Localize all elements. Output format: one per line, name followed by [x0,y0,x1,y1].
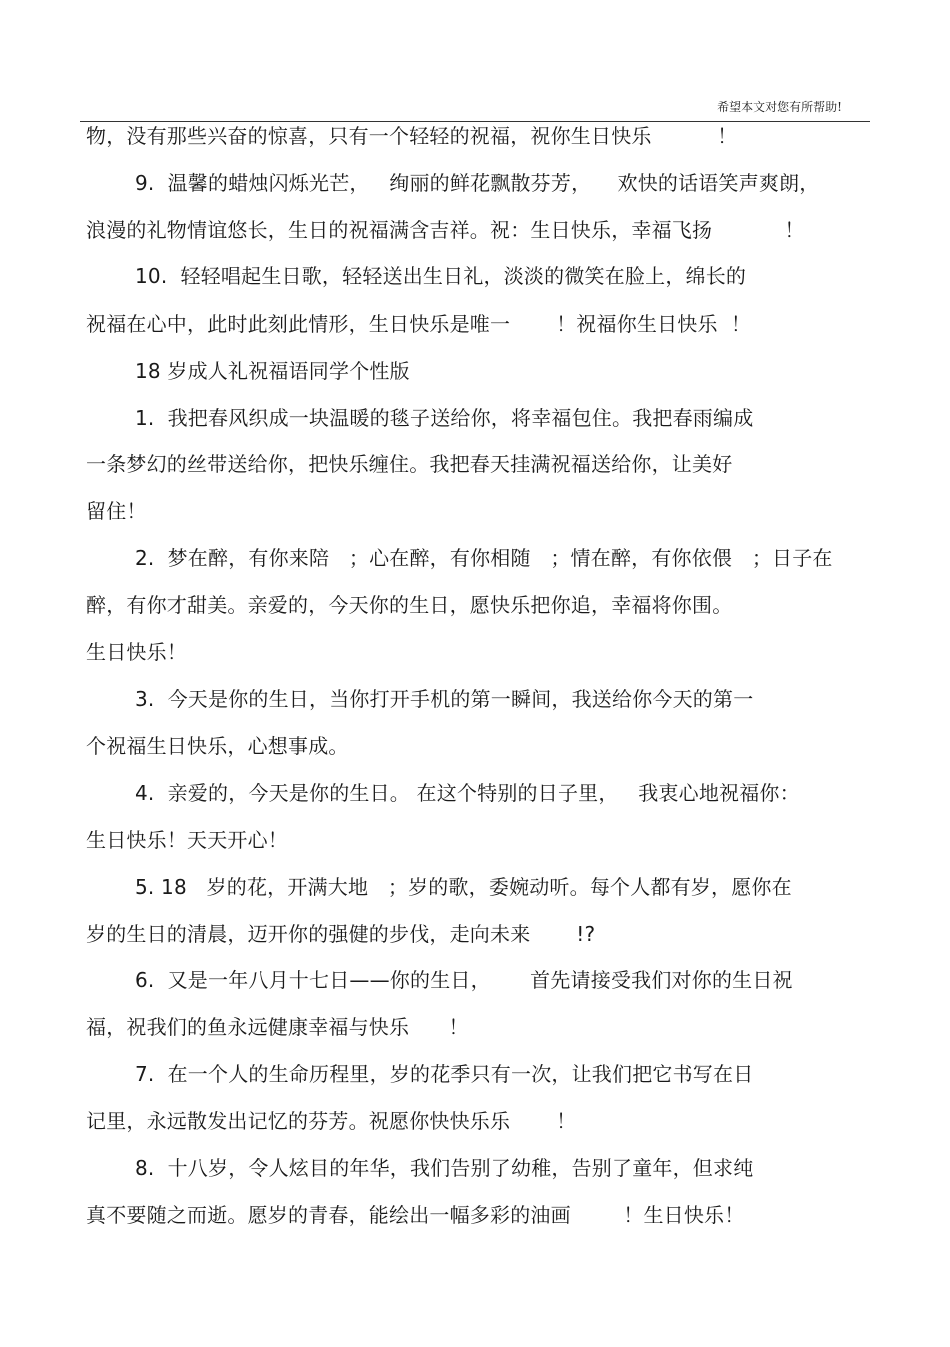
text-line: 福，祝我们的鱼永远健康幸福与快乐 ！ [86,1015,469,1039]
text-line: 9. 温馨的蜡烛闪烁光芒， 绚丽的鲜花飘散芬芳， 欢快的话语笑声爽朗， [135,171,820,195]
text-line: 一条梦幻的丝带送给你，把快乐缠住。我把春天挂满祝福送给你，让美好 [86,452,733,476]
text-line: 留住！ [86,499,147,523]
text-line: 生日快乐！天天开心！ [86,828,288,852]
text-line: 醉，有你才甜美。亲爱的，今天你的生日，愿快乐把你追，幸福将你围。 [86,593,733,617]
text-line: 10. 轻轻唱起生日歌，轻轻送出生日礼，淡淡的微笑在脸上，绵长的 [135,264,747,288]
text-line: 7. 在一个人的生命历程里，岁的花季只有一次，让我们把它书写在日 [135,1062,754,1086]
text-line: 祝福在心中，此时此刻此情形，生日快乐是唯一 ！祝福你生日快乐 ！ [86,312,752,336]
text-line: 2. 梦在醉，有你来陪 ；心在醉，有你相随 ；情在醉，有你依偎 ；日子在 [135,546,833,570]
text-line: 岁的生日的清晨，迈开你的强健的步伐，走向未来 !? [86,922,596,946]
text-line: 真不要随之而逝。愿岁的青春，能绘出一幅多彩的油画 ！生日快乐！ [86,1203,745,1227]
text-line: 物，没有那些兴奋的惊喜，只有一个轻轻的祝福，祝你生日快乐 ！ [86,124,738,148]
text-line: 3. 今天是你的生日，当你打开手机的第一瞬间，我送给你今天的第一 [135,687,754,711]
text-line: 8. 十八岁，令人炫目的年华，我们告别了幼稚，告别了童年，但求纯 [135,1156,754,1180]
text-line: 记里，永远散发出记忆的芬芳。祝愿你快快乐乐 ！ [86,1109,577,1133]
text-line: 5. 18 岁的花，开满大地 ；岁的歌，委婉动听。每个人都有岁，愿你在 [135,875,792,899]
text-line: 6. 又是一年八月十七日——你的生日， 首先请接受我们对你的生日祝 [135,968,793,992]
section-heading: 18 岁成人礼祝福语同学个性版 [135,359,410,383]
text-line: 个祝福生日快乐，心想事成。 [86,734,349,758]
header-note: 希望本文对您有所帮助! [717,100,842,114]
text-line: 1. 我把春风织成一块温暖的毯子送给你，将幸福包住。我把春雨编成 [135,406,754,430]
text-line: 生日快乐！ [86,640,187,664]
text-line: 浪漫的礼物情谊悠长，生日的祝福满含吉祥。祝：生日快乐，幸福飞扬 ！ [86,218,805,242]
text-line: 4. 亲爱的，今天是你的生日。 在这个特别的日子里， 我衷心地祝福你： [135,781,800,805]
